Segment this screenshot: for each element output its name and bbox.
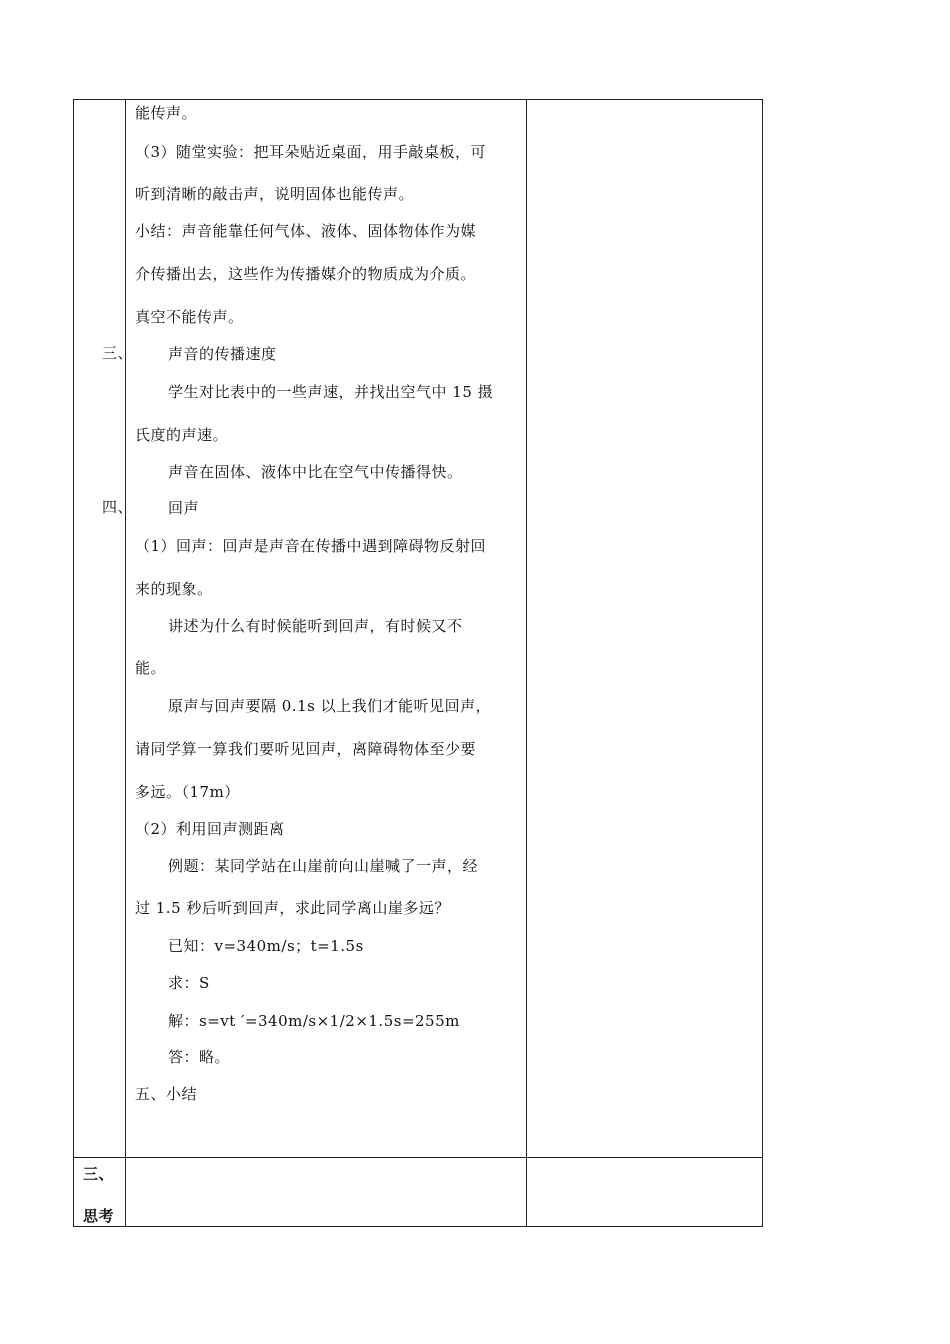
section-heading-sound-speed: 声音的传播速度 bbox=[168, 345, 277, 363]
section-label-three: 三、 bbox=[102, 344, 134, 362]
text-line: （1）回声：回声是声音在传播中遇到障碍物反射回 bbox=[135, 537, 487, 555]
text-line: 例题：某同学站在山崖前向山崖喊了一声，经 bbox=[168, 857, 479, 875]
section-label-four: 四、 bbox=[102, 498, 134, 516]
text-line: （2）利用回声测距离 bbox=[135, 820, 285, 838]
text-line: 介传播出去，这些作为传播媒介的物质成为介质。 bbox=[135, 265, 477, 283]
text-line: 多远。（17m） bbox=[135, 783, 240, 801]
section-heading-echo: 回声 bbox=[168, 499, 200, 517]
text-line: 答：略。 bbox=[168, 1048, 231, 1066]
table-border-col2 bbox=[526, 99, 527, 1227]
text-line: 听到清晰的敲击声，说明固体也能传声。 bbox=[135, 185, 415, 203]
text-line: 能传声。 bbox=[135, 104, 198, 122]
table-row-divider bbox=[73, 1157, 763, 1158]
footer-label-think: 思考 bbox=[83, 1207, 115, 1225]
text-line: 已知：v=340m/s；t=1.5s bbox=[168, 937, 364, 955]
text-line: 来的现象。 bbox=[135, 580, 213, 598]
table-border-right bbox=[762, 99, 763, 1227]
table-border-col1 bbox=[125, 99, 126, 1227]
text-line: 学生对比表中的一些声速，并找出空气中 15 摄 bbox=[168, 383, 494, 401]
text-line: 小结：声音能靠任何气体、液体、固体物体作为媒 bbox=[135, 222, 477, 240]
text-line: 能。 bbox=[135, 659, 167, 677]
text-line: 解：s=vt ′=340m/s×1/2×1.5s=255m bbox=[168, 1012, 460, 1030]
text-line: 原声与回声要隔 0.1s 以上我们才能听见回声， bbox=[168, 697, 492, 715]
text-line: 讲述为什么有时候能听到回声，有时候又不 bbox=[168, 617, 463, 635]
table-border-left bbox=[73, 99, 74, 1227]
text-line: （3）随堂实验：把耳朵贴近桌面，用手敲桌板，可 bbox=[135, 143, 487, 161]
text-line: 真空不能传声。 bbox=[135, 308, 244, 326]
text-line: 过 1.5 秒后听到回声，求此同学离山崖多远？ bbox=[135, 899, 450, 917]
text-line: 求：S bbox=[168, 974, 210, 992]
section-heading-summary: 五、小结 bbox=[135, 1085, 198, 1103]
footer-label-three: 三、 bbox=[83, 1165, 115, 1183]
text-line: 声音在固体、液体中比在空气中传播得快。 bbox=[168, 463, 463, 481]
text-line: 请同学算一算我们要听见回声，离障碍物体至少要 bbox=[135, 740, 477, 758]
table-border-bottom bbox=[73, 1226, 763, 1227]
table-border-top bbox=[73, 99, 763, 100]
text-line: 氏度的声速。 bbox=[135, 426, 229, 444]
